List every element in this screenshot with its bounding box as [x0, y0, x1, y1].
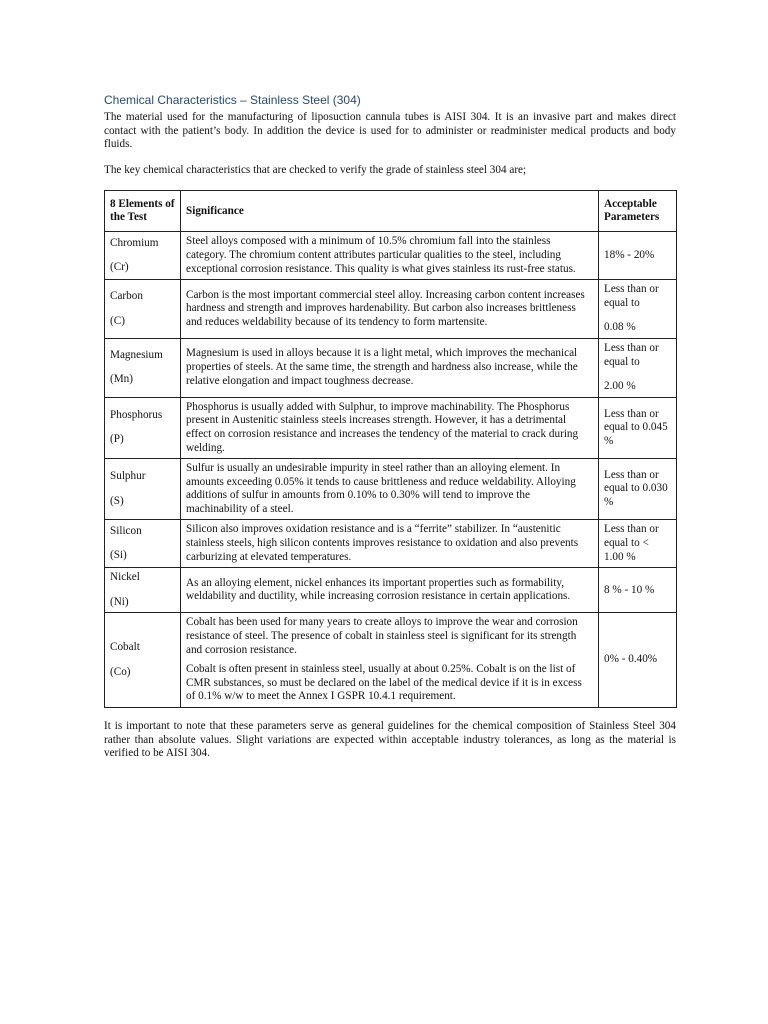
element-name: Silicon	[110, 524, 142, 537]
header-parameters: Acceptable Parameters	[599, 191, 677, 232]
significance-text: Magnesium is used in alloys because it is a light metal, which improves the mechanical properties of steels. At the same time, the strength and hardness also increase, while the relative elongation and impact toughness decrease.	[186, 347, 578, 387]
element-name: Nickel	[110, 571, 140, 584]
element-cell	[105, 232, 181, 280]
element-symbol: (Mn)	[110, 373, 133, 386]
element-cell	[105, 520, 181, 568]
parameter-value: 8 % - 10 %	[604, 583, 655, 596]
element-name: Magnesium	[110, 348, 163, 361]
significance-text: Steel alloys composed with a minimum of 10.5% chromium fall into the stainless category. The chromium content attributes particular qualities to the steel, including exceptional corrosion resistance. This quality is what gives stainless its rust-free status.	[186, 235, 576, 275]
parameter-cell	[599, 280, 677, 339]
element-cell	[105, 338, 181, 397]
parameter-cell	[599, 568, 677, 613]
element-symbol: (Co)	[110, 665, 131, 678]
element-name: Phosphorus	[110, 408, 163, 421]
parameter-value: 18% - 20%	[604, 248, 655, 261]
table-header-row	[105, 191, 677, 232]
element-symbol: (P)	[110, 433, 124, 446]
element-name: Carbon	[110, 289, 143, 302]
table-row-chromium	[105, 232, 677, 280]
parameter-cell	[599, 232, 677, 280]
table-row-carbon	[105, 280, 677, 339]
significance-text: Phosphorus is usually added with Sulphur, to improve machinability. The Phosphorus present in Austenitic stainless steels increases strength. However, it has a detrimental effect on corrosion resistance and increases the tendency of the material to crack during welding.	[186, 400, 579, 454]
significance-cell	[181, 568, 599, 613]
document-page	[104, 92, 676, 761]
significance-text-2: Cobalt is often present in stainless steel, usually at about 0.25%. Cobalt is on the list of CMR substances, so must be declared on the label of the medical device if it is in excess of 0.1% w/w to meet the Annex I GSPR 10.4.1 requirement.	[186, 663, 582, 703]
significance-text: Carbon is the most important commercial steel alloy. Increasing carbon content increases hardness and strength and improves hardenability. But carbon also increases brittleness and reduces weldability because of its tendency to form martensite.	[186, 288, 585, 328]
significance-text: Silicon also improves oxidation resistance and is a “ferrite” stabilizer. In “austenitic stainless steels, high silicon contents improves resistance to oxidation and also prevents carburizing at elevated temperatures.	[186, 523, 579, 563]
element-symbol: (S)	[110, 494, 124, 507]
parameter-value: Less than or equal to < 1.00 %	[604, 523, 659, 563]
parameter-cell	[599, 338, 677, 397]
table-row-silicon	[105, 520, 677, 568]
parameter-value: 0% - 0.40%	[604, 653, 658, 666]
table-row-magnesium	[105, 338, 677, 397]
significance-cell	[181, 232, 599, 280]
element-symbol: (Ni)	[110, 595, 129, 608]
significance-cell	[181, 459, 599, 520]
element-symbol: (Si)	[110, 549, 127, 562]
element-name: Cobalt	[110, 641, 140, 654]
closing-paragraph: It is important to note that these parameters serve as general guidelines for the chemical composition of Stainless Steel 304 rather than absolute values. Slight variations are expected within acceptable industry tolerances, as long as the material is verified to be AISI 304.	[104, 720, 676, 760]
parameter-value: 0.08 %	[604, 321, 636, 334]
parameter-label: Less than or equal to	[604, 341, 659, 368]
parameter-value: 2.00 %	[604, 380, 636, 393]
element-cell	[105, 568, 181, 613]
parameter-value: Less than or equal to 0.030 %	[604, 468, 668, 509]
significance-text: Cobalt has been used for many years to create alloys to improve the wear and corrosion resistance of steel. The presence of cobalt in stainless steel is significant for its strength and corrosion resistance.	[186, 616, 578, 656]
parameter-cell	[599, 397, 677, 458]
table-row-nickel	[105, 568, 677, 613]
chemical-characteristics-table	[104, 190, 677, 708]
parameter-cell	[599, 613, 677, 708]
parameter-cell	[599, 520, 677, 568]
element-symbol: (C)	[110, 314, 125, 327]
element-cell	[105, 613, 181, 708]
header-significance: Significance	[181, 191, 599, 232]
element-cell	[105, 459, 181, 520]
significance-cell	[181, 397, 599, 458]
element-cell	[105, 397, 181, 458]
section-heading: Chemical Characteristics – Stainless Steel (304)	[104, 93, 361, 107]
parameter-value: Less than or equal to 0.045 %	[604, 407, 668, 447]
significance-cell	[181, 613, 599, 708]
intro-paragraph: The material used for the manufacturing of liposuction cannula tubes is AISI 304. It is an invasive part and makes direct contact with the patient’s body. In addition the device is used for to administer or readminister medical products and body fluids.	[104, 111, 676, 151]
significance-text: Sulfur is usually an undesirable impurity in steel rather than an alloying element. In amounts exceeding 0.05% it tends to cause brittleness and reduce weldability. Alloying additions of sulfur in amounts from 0.10% to 0.30% will tend to improve the machinability of a steel.	[186, 462, 576, 515]
parameter-label: Less than or equal to	[604, 283, 659, 309]
header-elements: 8 Elements of the Test	[105, 191, 181, 232]
element-name: Sulphur	[110, 470, 146, 483]
parameter-cell	[599, 459, 677, 520]
significance-cell	[181, 520, 599, 568]
element-symbol: (Cr)	[110, 261, 129, 274]
element-cell	[105, 280, 181, 339]
significance-cell	[181, 338, 599, 397]
significance-cell	[181, 280, 599, 339]
table-row-cobalt	[105, 613, 677, 708]
element-name: Chromium	[110, 236, 159, 249]
key-characteristics-paragraph: The key chemical characteristics that are checked to verify the grade of stainless steel 304 are;	[104, 163, 527, 176]
significance-text: As an alloying element, nickel enhances its important properties such as formability, weldability and ductility, while increasing corrosion resistance in certain applications.	[186, 576, 571, 603]
table-row-sulphur	[105, 459, 677, 520]
table-row-phosphorus	[105, 397, 677, 458]
